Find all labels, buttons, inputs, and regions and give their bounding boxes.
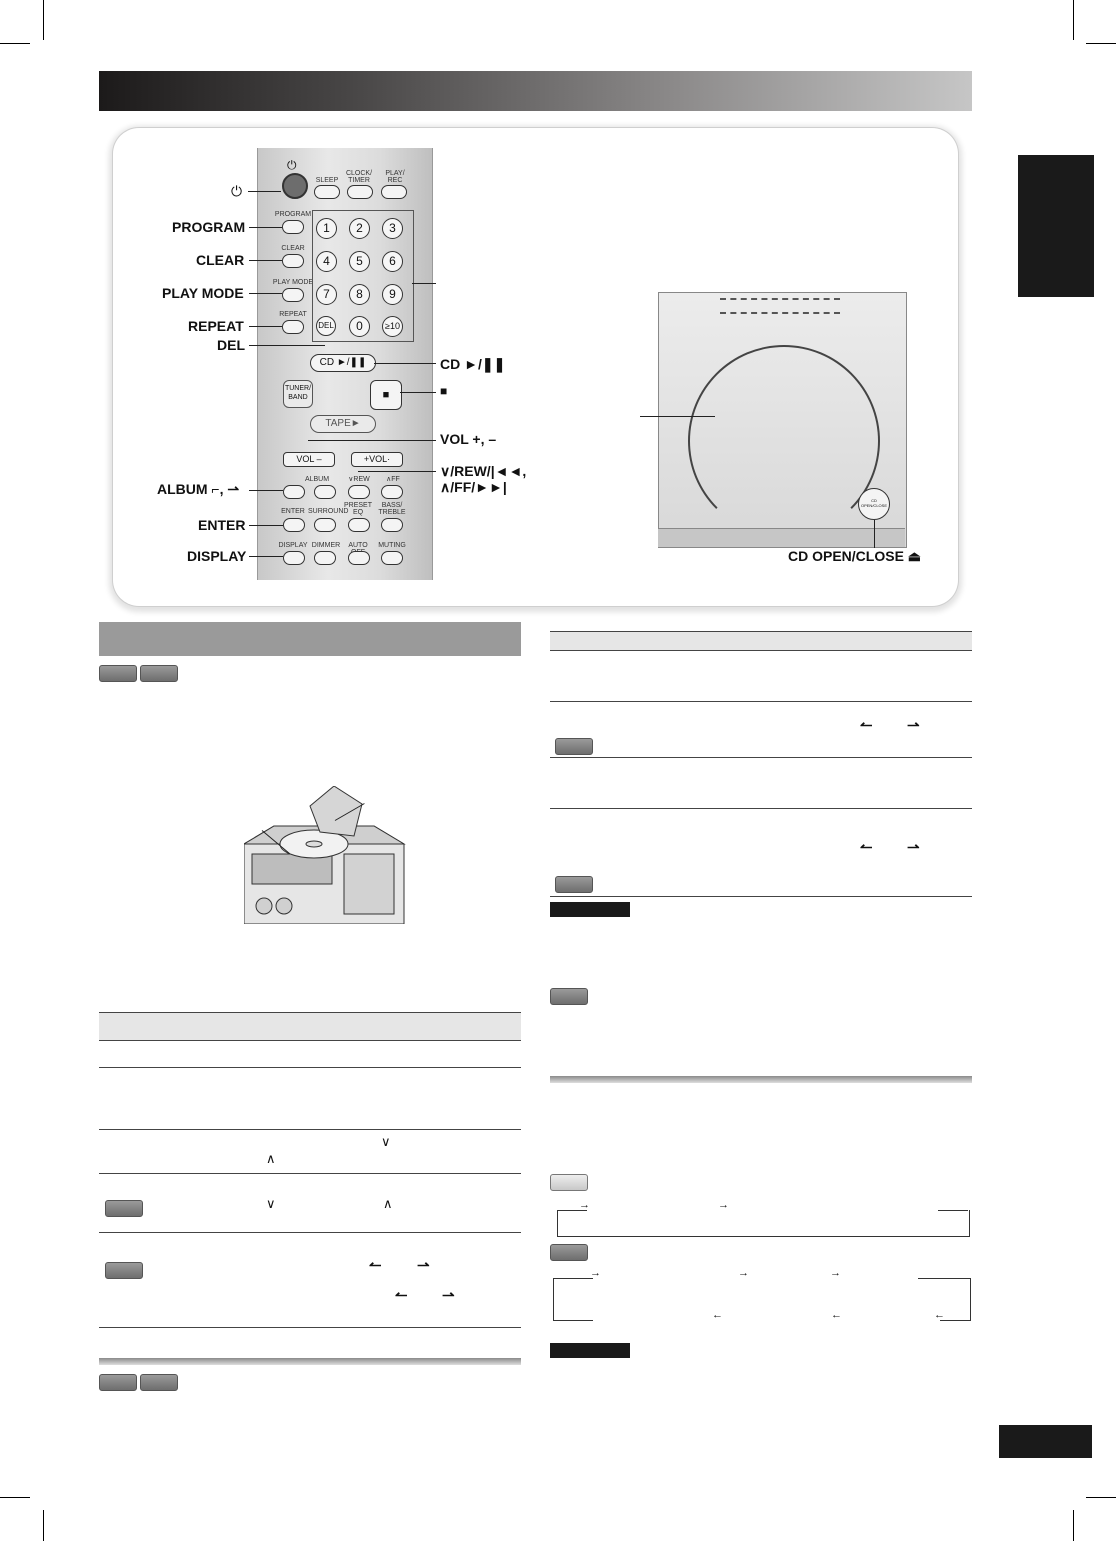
play-rec-button — [381, 185, 407, 199]
note-label — [550, 1343, 630, 1358]
repeat-callout: REPEAT — [188, 318, 244, 334]
language-side-tab — [1018, 155, 1094, 297]
album-right-glyph: ⇀ — [417, 1257, 430, 1274]
remote-label: CLOCK/ TIMER — [345, 170, 373, 184]
remote-label: ENTER — [281, 508, 305, 515]
media-key — [140, 1374, 178, 1391]
callout-line — [249, 490, 283, 491]
skip-callout-2: ∧/FF/►►| — [440, 479, 507, 495]
crop-mark — [1073, 1510, 1074, 1541]
clear-button — [282, 254, 304, 268]
sleep-button — [314, 185, 340, 199]
media-key — [99, 665, 137, 682]
up-arrow-glyph: ∧ — [266, 1151, 276, 1166]
media-key — [550, 988, 588, 1005]
unit-vents — [720, 298, 840, 314]
page-number-box — [999, 1425, 1092, 1458]
flow-line — [553, 1278, 593, 1279]
del-button: DEL — [316, 316, 336, 336]
down-arrow-glyph: ∨ — [381, 1134, 391, 1149]
display-button — [283, 551, 305, 565]
callout-line — [249, 345, 325, 346]
play-mode-button — [282, 288, 304, 302]
callout-line — [308, 440, 436, 441]
cd-open-close-callout: CD OPEN/CLOSE ⏏ — [788, 548, 922, 564]
vol-up-button: +VOL· — [351, 452, 403, 467]
media-key — [555, 738, 593, 755]
callout-line — [249, 556, 283, 557]
album-up-button — [314, 485, 336, 499]
crop-mark — [0, 1497, 30, 1498]
display-callout: DISPLAY — [187, 548, 247, 564]
remote-label: DIMMER — [311, 542, 341, 549]
stop-button: ■ — [370, 380, 402, 410]
muting-button — [381, 551, 403, 565]
number-key: 2 — [349, 218, 370, 239]
callout-line — [249, 293, 282, 294]
crop-mark — [1073, 0, 1074, 40]
media-key — [99, 1374, 137, 1391]
callout-line — [374, 363, 436, 364]
enter-callout: ENTER — [198, 517, 246, 533]
number-key: 5 — [349, 251, 370, 272]
number-key: 3 — [382, 218, 403, 239]
vol-down-button: VOL – — [283, 452, 335, 467]
table-rule — [550, 896, 972, 897]
dimmer-button — [314, 551, 336, 565]
rew-button — [348, 485, 370, 499]
media-key — [105, 1262, 143, 1279]
clock-timer-button — [347, 185, 373, 199]
cd-lid-circle — [688, 345, 880, 537]
table-rule — [550, 808, 972, 809]
callout-line — [640, 416, 715, 417]
album-right-glyph: ⇀ — [907, 717, 920, 734]
media-key — [550, 1244, 588, 1261]
section-bar-left — [99, 622, 521, 656]
page-header-bar — [99, 71, 972, 111]
callout-line — [874, 520, 875, 548]
remote-label: SLEEP — [315, 177, 339, 184]
remote-label: BASS/ TREBLE — [378, 502, 406, 516]
table-rule — [99, 1327, 521, 1328]
remote-label: PROGRAM — [274, 211, 312, 218]
flow-line — [938, 1210, 968, 1211]
remote-label: PRESET EQ — [343, 502, 372, 516]
flow-arrow: → — [579, 1199, 590, 1211]
play-mode-callout: PLAY MODE — [162, 285, 244, 301]
callout-line — [249, 326, 282, 327]
cd-play-callout: CD ►/❚❚ — [440, 356, 506, 372]
callout-line — [412, 283, 436, 284]
album-down-button — [283, 485, 305, 499]
section-rule — [550, 1076, 972, 1083]
note-label — [550, 902, 630, 917]
media-key — [140, 665, 178, 682]
cd-loading-illustration — [244, 786, 410, 924]
crop-mark — [0, 43, 30, 44]
table-rule — [99, 1129, 521, 1130]
bass-treble-button — [381, 518, 403, 532]
tuner-band-button: TUNER/ BAND — [283, 380, 313, 408]
crop-mark — [43, 1510, 44, 1541]
power-icon: ⏻ — [287, 158, 297, 172]
vol-callout: VOL +, – — [440, 431, 497, 447]
media-key-light — [550, 1174, 588, 1191]
surround-button — [314, 518, 336, 532]
ff-button — [381, 485, 403, 499]
remote-label: SURROUND — [308, 508, 349, 515]
table-header-right — [550, 631, 972, 651]
up-arrow-glyph: ∧ — [383, 1196, 393, 1211]
program-callout: PROGRAM — [172, 219, 246, 235]
remote-label: ALBUM — [304, 476, 330, 483]
album-right-glyph: ⇀ — [442, 1287, 455, 1304]
media-key — [555, 876, 593, 893]
crop-mark — [1086, 43, 1116, 44]
cd-play-button: CD ►/❚❚ — [310, 354, 376, 372]
unit-front-edge — [658, 528, 905, 547]
crop-mark — [43, 0, 44, 40]
callout-line — [249, 525, 283, 526]
callout-line — [400, 392, 436, 393]
album-left-glyph: ↼ — [860, 839, 873, 856]
remote-label: MUTING — [378, 542, 406, 549]
remote-label: PLAY/ REC — [385, 170, 405, 184]
flow-arrow: ← — [831, 1309, 842, 1321]
number-key: 0 — [349, 316, 370, 337]
number-key: 1 — [316, 218, 337, 239]
flow-diagram-1 — [557, 1210, 970, 1237]
flow-arrow: ← — [934, 1309, 945, 1321]
flow-arrow: ← — [712, 1309, 723, 1321]
program-button — [282, 220, 304, 234]
enter-button — [283, 518, 305, 532]
flow-line — [970, 1278, 971, 1321]
tape-button: TAPE► — [310, 415, 376, 433]
stop-callout: ■ — [440, 384, 448, 398]
remote-label: DISPLAY — [278, 542, 308, 549]
album-left-glyph: ↼ — [860, 717, 873, 734]
number-key: 8 — [349, 284, 370, 305]
album-left-glyph: ↼ — [395, 1287, 408, 1304]
flow-line — [553, 1278, 554, 1321]
cd-open-close-button: CD OPEN/CLOSE — [858, 488, 890, 520]
table-header-left — [99, 1012, 521, 1041]
remote-label: CLEAR — [281, 245, 305, 252]
section-rule — [99, 1358, 521, 1365]
album-right-glyph: ⇀ — [907, 839, 920, 856]
repeat-button — [282, 320, 304, 334]
flow-line — [553, 1320, 593, 1321]
flow-line — [918, 1278, 970, 1279]
remote-label: AUTO — [348, 542, 368, 549]
callout-line — [358, 471, 436, 472]
number-key: 4 — [316, 251, 337, 272]
table-rule — [99, 1067, 521, 1068]
number-key: ≥10 — [382, 316, 403, 337]
table-rule — [550, 757, 972, 758]
number-key: 9 — [382, 284, 403, 305]
album-left-glyph: ↼ — [369, 1257, 382, 1274]
album-callout: ALBUM ⌐, ⇀ — [157, 481, 240, 497]
remote-label: PLAY MODE — [272, 279, 314, 286]
remote-label: ∨REW — [348, 476, 370, 483]
down-arrow-glyph: ∨ — [266, 1196, 276, 1211]
skip-callout-1: ∨/REW/|◄◄, — [440, 463, 527, 479]
remote-label: ∧FF — [386, 476, 400, 483]
table-rule — [550, 701, 972, 702]
clear-callout: CLEAR — [196, 252, 245, 268]
del-callout: DEL — [217, 337, 245, 353]
table-rule — [99, 1232, 521, 1233]
power-callout: ⏻ — [231, 183, 243, 199]
number-key: 6 — [382, 251, 403, 272]
flow-arrow: → — [718, 1199, 729, 1211]
flow-arrow: → — [738, 1267, 749, 1279]
flow-arrow: → — [830, 1267, 841, 1279]
auto-off-button — [348, 551, 370, 565]
table-rule — [99, 1173, 521, 1174]
crop-mark — [1086, 1497, 1116, 1498]
preset-eq-button — [348, 518, 370, 532]
remote-power-button — [282, 173, 308, 199]
media-key — [105, 1200, 143, 1217]
remote-label: REPEAT — [279, 311, 307, 318]
callout-line — [248, 191, 281, 192]
number-key: 7 — [316, 284, 337, 305]
callout-line — [249, 227, 282, 228]
callout-line — [249, 260, 282, 261]
flow-arrow: → — [590, 1267, 601, 1279]
